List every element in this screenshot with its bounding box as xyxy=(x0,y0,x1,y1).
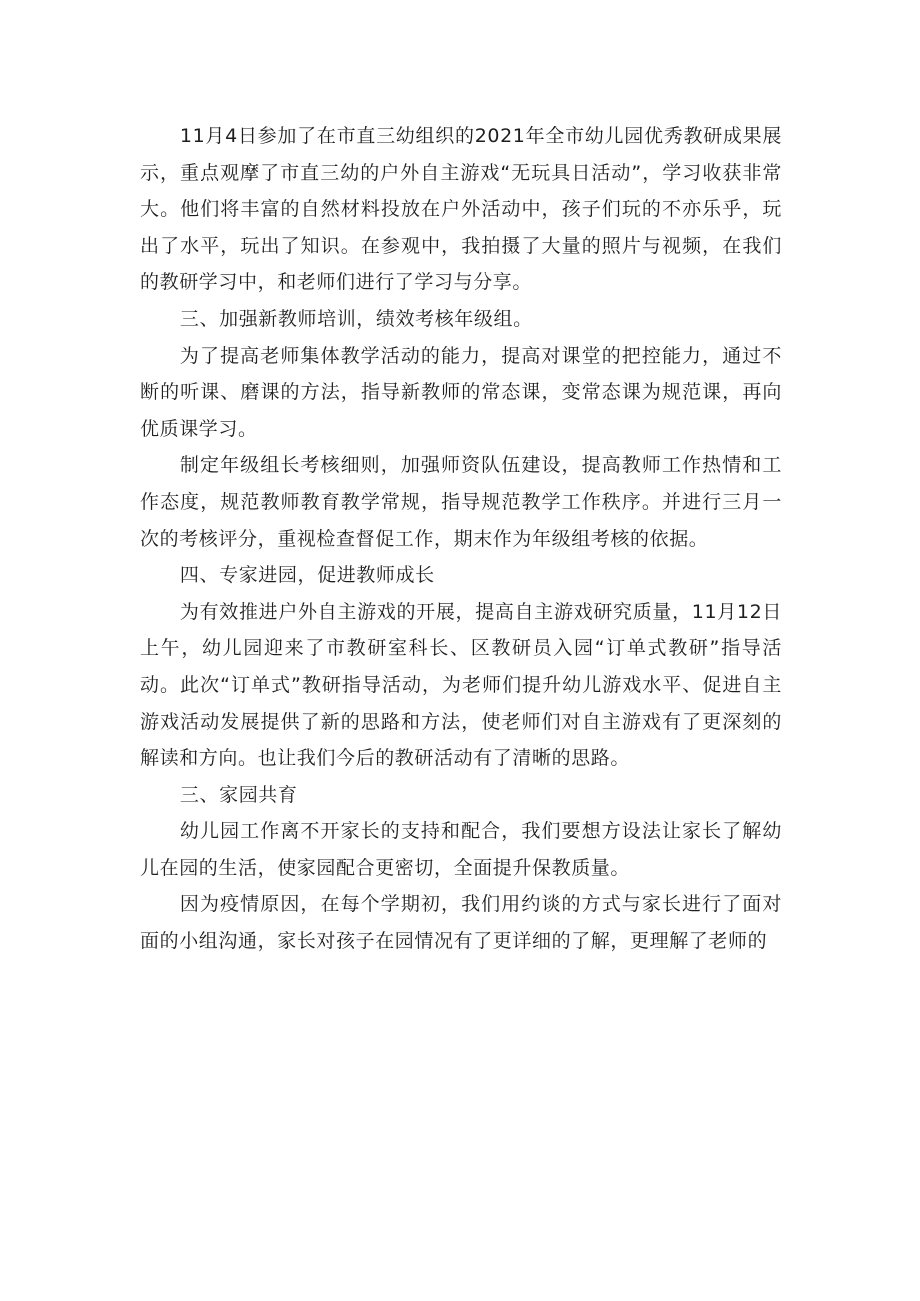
heading-new-teacher-training: 三、加强新教师培训，绩效考核年级组。 xyxy=(179,307,533,330)
document-body xyxy=(140,118,782,960)
paragraph-exhibition-visit: 11月4日参加了在市直三幼组织的2021年全市幼儿园优秀教研成果展示，重点观摩了市直三幼的户外自主游戏“无玩具日活动”，学习收获非常大。他们将丰富的自然材料投放在户外活动中，孩子们玩的不亦乐乎，玩出了水平，玩出了知识。在参观中，我拍摄了大量的照片与视频，在我们的教研学习中，和老师们进行了学习与分享。 xyxy=(140,125,782,294)
heading-expert-visit: 四、专家进园，促进教师成长 xyxy=(179,564,435,587)
heading-home-school-cooperation: 三、家园共育 xyxy=(179,783,298,806)
paragraph-expert-visit: 为有效推进户外自主游戏的开展，提高自主游戏研究质量，11月12日上午，幼儿园迎来了市教研室科长、区教研员入园“订单式教研”指导活动。此次“订单式”教研指导活动，为老师们提升幼儿游戏水平、促进自主游戏活动发展提供了新的思路和方法，使老师们对自主游戏有了更深刻的解读和方向。也让我们今后的教研活动有了清晰的思路。 xyxy=(140,600,782,770)
paragraph-grade-leader-assessment: 制定年级组长考核细则，加强师资队伍建设，提高教师工作热情和工作态度，规范教师教育教学常规，指导规范教学工作秩序。并进行三月一次的考核评分，重视检查督促工作，期末作为年级组考核的依据。 xyxy=(140,454,782,550)
paragraph-teaching-ability: 为了提高老师集体教学活动的能力，提高对课堂的把控能力，通过不断的听课、磨课的方法，指导新教师的常态课，变常态课为规范课，再向优质课学习。 xyxy=(140,344,782,440)
paragraph-parent-support: 幼儿园工作离不开家长的支持和配合，我们要想方设法让家长了解幼儿在园的生活，使家园配合更密切，全面提升保教质量。 xyxy=(140,820,782,879)
paragraph-parent-meetings: 因为疫情原因，在每个学期初，我们用约谈的方式与家长进行了面对面的小组沟通，家长对孩子在园情况有了更详细的了解，更理解了老师的 xyxy=(140,893,782,953)
